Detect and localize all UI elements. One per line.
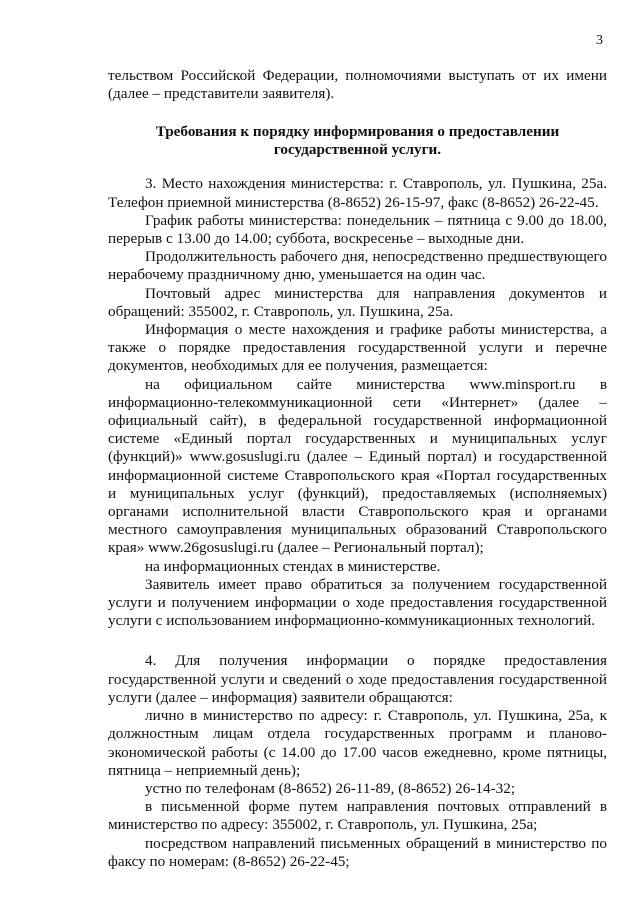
paragraph-by-mail: в письменной форме путем направления почтовых отправлений в министерство по адресу: 355002, г. Ставрополь, ул. Пушкина, 25а; xyxy=(108,798,607,834)
document-body xyxy=(108,67,607,871)
paragraph-applicant-right: Заявитель имеет право обратиться за получением государственной услуги и получением информации о ходе предоставления государственной услуги с использованием информационно-коммуникационных технологий. xyxy=(108,575,607,630)
paragraph-location: 3. Место нахождения министерства: г. Ставрополь, ул. Пушкина, 25а. Телефон приемной министерства (8-8652) 26-15-97, факс (8-8652) 26-22-45. xyxy=(108,175,607,211)
page-number: 3 xyxy=(596,33,603,48)
paragraph-section-4: 4. Для получения информации о порядке предоставления государственной услуги и сведений о ходе предоставления государственной услуги (далее – информация) заявители обращаются: xyxy=(108,652,607,706)
paragraph-by-phone: устно по телефонам (8-8652) 26-11-89, (8-8652) 26-14-32; xyxy=(145,779,516,797)
paragraph-by-fax: посредством направлений письменных обращений в министерство по факсу по номерам: (8-8652) 26-22-45; xyxy=(108,834,607,870)
paragraph-stands: на информационных стендах в министерстве. xyxy=(145,557,441,575)
paragraph-postal-address: Почтовый адрес министерства для направления документов и обращений: 355002, г. Ставрополь, ул. Пушкина, 25а. xyxy=(108,284,607,320)
paragraph-information-intro: Информация о месте нахождения и графике работы министерства, а также о порядке предоставления государственной услуги и перечне документов, необходимых для ее получения, размещается: xyxy=(108,321,607,375)
continuation-paragraph: тельством Российской Федерации, полномочиями выступать от их имени (далее – представители заявителя). xyxy=(108,67,607,103)
paragraph-schedule: График работы министерства: понедельник – пятница с 9.00 до 18.00, перерыв с 13.00 до 14.00; суббота, воскресенье – выходные дни. xyxy=(108,211,607,248)
paragraph-websites: на официальном сайте министерства www.minsport.ru в информационно-телекоммуникационной сети «Интернет» (далее – официальный сайт), в федеральной государственной информационной системе «Единый портал государственных и муниципальных услуг (функций)» www.gosuslugi.ru (далее – Единый портал) и государственной информационной системе Ставропольского края «Портал государственных и муниципальных услуг (функций), предоставляемых (исполняемых) органами исполнительной власти Ставропольского края и органами местного самоуправления муниципальных образований Ставропольского края» www.26gosuslugi.ru (далее – Региональный портал); xyxy=(108,375,607,557)
paragraph-workday: Продолжительность рабочего дня, непосредственно предшествующего нерабочему праздничному дню, уменьшается на один час. xyxy=(108,248,607,284)
paragraph-in-person: лично в министерство по адресу: г. Ставрополь, ул. Пушкина, 25а, к должностным лицам отдела государственных программ и планово-экономической работы (с 14.00 до 17.00 часов ежедневно, кроме пятницы, пятница – неприемный день); xyxy=(108,707,607,779)
section-heading: Требования к порядку информирования о предоставлении государственной услуги. xyxy=(155,123,560,159)
